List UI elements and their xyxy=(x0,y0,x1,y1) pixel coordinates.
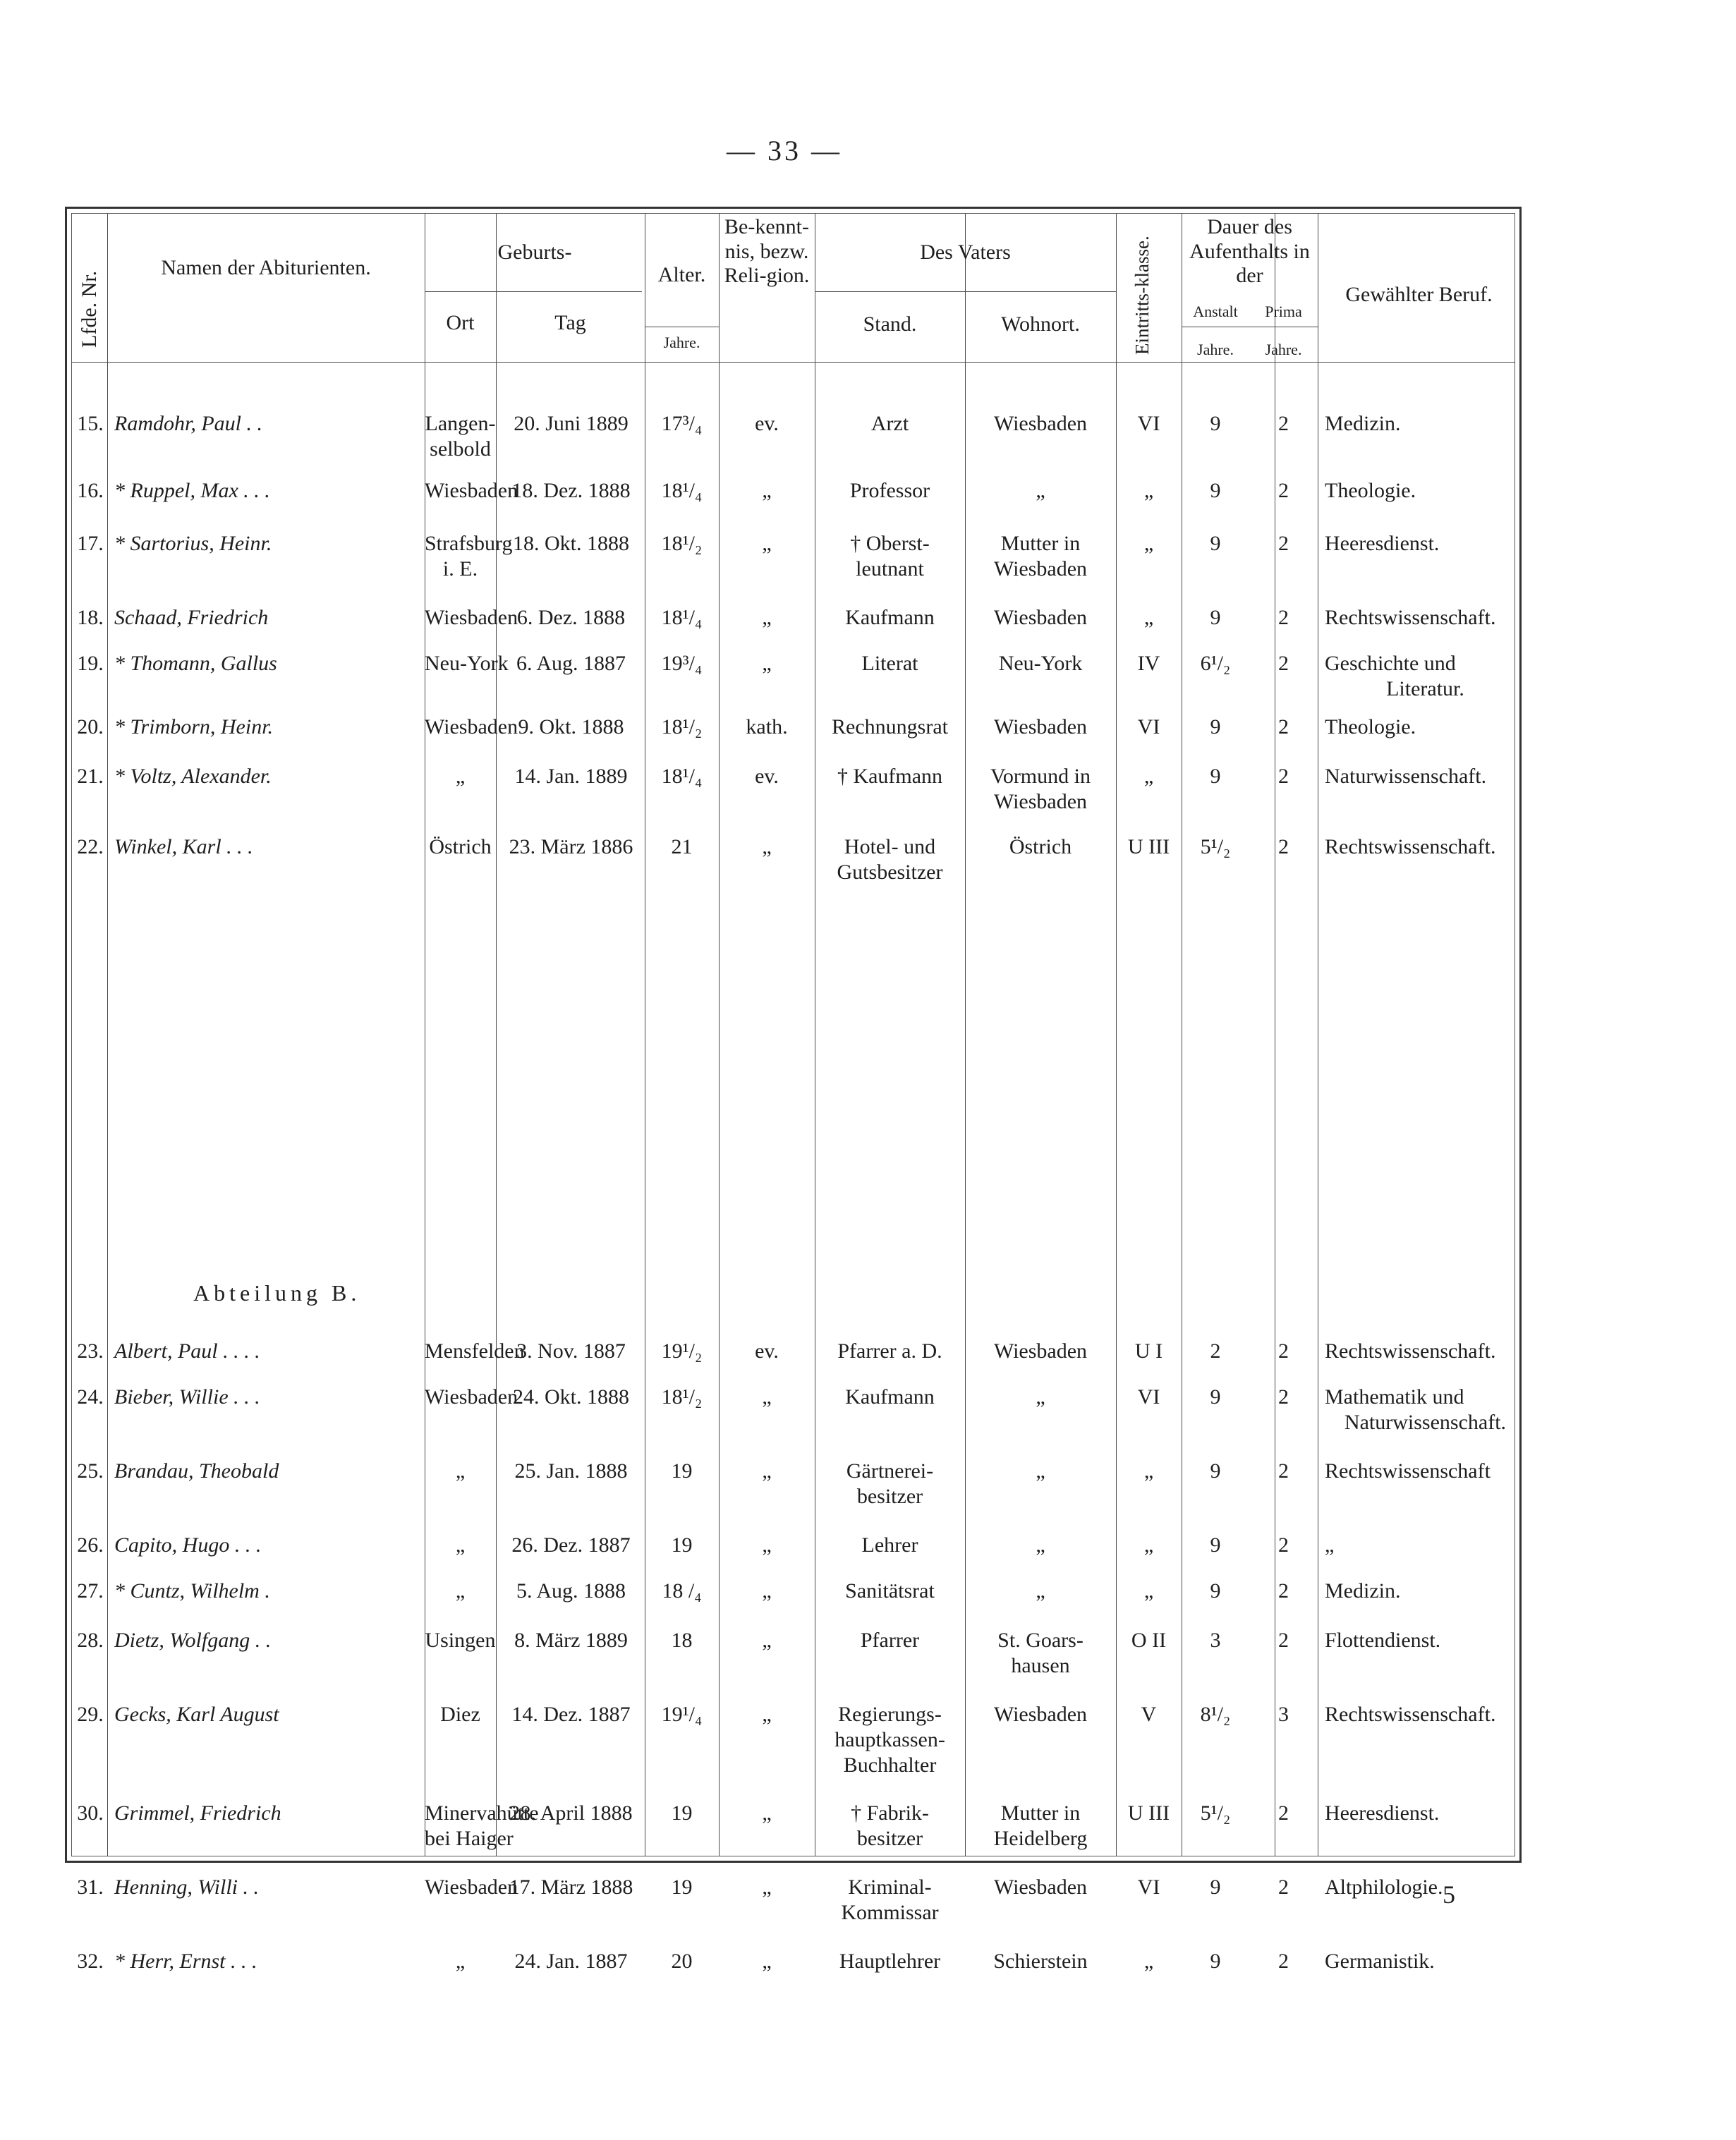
cell-ort: Diez xyxy=(440,1703,480,1726)
cell-name: Henning, Willi . . xyxy=(114,1875,259,1899)
cell-kl: „ xyxy=(1143,1950,1154,1973)
header-wohnort: Wohnort. xyxy=(1001,312,1080,336)
cell-nr: 32. xyxy=(77,1950,104,1973)
cell-rel: „ xyxy=(762,652,772,675)
header-jahre-anstalt: Jahre. xyxy=(1197,341,1234,358)
cell-tag: 25. Jan. 1888 xyxy=(514,1459,628,1483)
cell-wohnort: „ xyxy=(1036,479,1045,502)
cell-alter: 19¹/₄ xyxy=(661,1703,703,1726)
cell-stand: Kaufmann xyxy=(845,1385,935,1409)
cell-beruf: „ xyxy=(1325,1533,1335,1557)
col-rule xyxy=(719,214,720,1856)
cell-prima: 2 xyxy=(1278,1385,1289,1409)
cell-anst: 5¹/₂ xyxy=(1200,835,1231,858)
cell-alter: 18¹/₂ xyxy=(661,532,703,555)
cell-prima: 2 xyxy=(1278,412,1289,435)
cell-tag: 24. Okt. 1888 xyxy=(513,1385,629,1409)
page-number: — 33 — xyxy=(727,135,842,166)
cell-kl: VI xyxy=(1137,1875,1160,1899)
cell-alter: 18¹/₄ xyxy=(661,765,703,788)
cell-tag: 9. Okt. 1888 xyxy=(518,715,624,738)
header-stand: Stand. xyxy=(863,312,917,336)
cell-wohnort: Schierstein xyxy=(993,1950,1088,1973)
cell-anst: 9 xyxy=(1210,715,1221,738)
cell-ort: Minervahütte xyxy=(425,1801,539,1825)
cell-wohnort: Wiesbaden xyxy=(993,606,1088,629)
cell-prima: 2 xyxy=(1278,532,1289,555)
cell-rel: „ xyxy=(762,1579,772,1603)
cell-kl: U III xyxy=(1127,1801,1170,1825)
cell-tag: 8. März 1889 xyxy=(514,1629,628,1652)
cell-stand: Lehrer xyxy=(861,1533,918,1557)
cell-name: Albert, Paul . . . . xyxy=(114,1339,260,1363)
cell-anst: 8¹/₂ xyxy=(1200,1703,1231,1726)
header-lfde-nr: Lfde. Nr. xyxy=(78,270,101,348)
cell-beruf: Rechtswissenschaft. xyxy=(1325,606,1496,629)
cell-beruf: Medizin. xyxy=(1325,1579,1401,1603)
cell-prima: 2 xyxy=(1278,1339,1289,1363)
cell-kl: V xyxy=(1141,1703,1157,1726)
cell-kl: „ xyxy=(1143,1533,1154,1557)
cell-beruf: Heeresdienst. xyxy=(1325,532,1440,555)
cell-alter: 18¹/₂ xyxy=(661,715,703,738)
cell-ort: Wiesbaden xyxy=(425,1875,518,1899)
cell-tag: 28. April 1888 xyxy=(509,1801,633,1825)
cell-name: Grimmel, Friedrich xyxy=(114,1801,281,1825)
cell-tag: 3. Nov. 1887 xyxy=(516,1339,626,1363)
cell-stand: † Kaufmann xyxy=(837,765,943,788)
cell-alter: 19 xyxy=(671,1533,693,1557)
cell-wohnort: „ xyxy=(1036,1533,1045,1557)
header-geburts: Geburts- xyxy=(497,241,572,264)
cell-tag: 26. Dez. 1887 xyxy=(511,1533,631,1557)
cell-wohnort: Östrich xyxy=(1009,835,1072,858)
cell-stand: Hauptlehrer xyxy=(839,1950,941,1973)
cell-beruf: Germanistik. xyxy=(1325,1950,1435,1973)
cell-stand2: Gutsbesitzer xyxy=(837,861,943,884)
cell-wohnort2: Wiesbaden xyxy=(993,790,1088,813)
header-des-vaters: Des Vaters xyxy=(920,241,1011,264)
header-namen: Namen der Abiturienten. xyxy=(161,256,371,279)
cell-anst: 3 xyxy=(1210,1629,1221,1652)
footer-page-number: 5 xyxy=(1443,1880,1455,1909)
cell-rel: „ xyxy=(762,1533,772,1557)
col-rule xyxy=(965,214,966,1856)
cell-ort: „ xyxy=(455,1950,466,1973)
cell-rel: „ xyxy=(762,479,772,502)
cell-alter: 21 xyxy=(671,835,693,858)
header-jahre: Jahre. xyxy=(663,334,700,351)
cell-tag: 20. Juni 1889 xyxy=(514,412,629,435)
cell-wohnort: Neu-York xyxy=(998,652,1083,675)
cell-ort: „ xyxy=(455,765,466,788)
cell-ort: Mensfelden xyxy=(425,1339,525,1363)
header-bekenntnis: Be-kennt-nis, bezw. Reli-gion. xyxy=(724,215,810,287)
cell-wohnort: Mutter in xyxy=(1000,1801,1081,1825)
cell-alter: 18¹/₄ xyxy=(661,606,703,629)
cell-tag: 5. Aug. 1888 xyxy=(516,1579,626,1603)
cell-kl: O II xyxy=(1131,1629,1167,1652)
cell-beruf: Mathematik und xyxy=(1325,1385,1464,1409)
cell-kl: „ xyxy=(1143,606,1154,629)
col-rule xyxy=(1116,214,1117,1856)
cell-ort2: i. E. xyxy=(442,557,478,580)
cell-beruf: Geschichte und xyxy=(1325,652,1456,675)
cell-anst: 9 xyxy=(1210,606,1221,629)
cell-kl: VI xyxy=(1137,1385,1160,1409)
cell-name: * Trimborn, Heinr. xyxy=(114,715,274,738)
cell-kl: „ xyxy=(1143,1579,1154,1603)
cell-anst: 6¹/₂ xyxy=(1200,652,1231,675)
cell-ort2: selbold xyxy=(430,437,491,461)
cell-name: * Thomann, Gallus xyxy=(114,652,277,675)
cell-nr: 18. xyxy=(77,606,104,629)
cell-stand2: besitzer xyxy=(856,1485,923,1508)
cell-anst: 9 xyxy=(1210,532,1221,555)
cell-name: Dietz, Wolfgang . . xyxy=(114,1629,272,1652)
header-tag: Tag xyxy=(554,311,586,334)
cell-name: Brandau, Theobald xyxy=(114,1459,279,1483)
cell-prima: 2 xyxy=(1278,715,1289,738)
cell-alter: 20 xyxy=(671,1950,693,1973)
cell-kl: U I xyxy=(1134,1339,1163,1363)
cell-tag: 14. Dez. 1887 xyxy=(511,1703,631,1726)
cell-nr: 17. xyxy=(77,532,104,555)
cell-rel: „ xyxy=(762,1703,772,1726)
cell-stand: Gärtnerei- xyxy=(846,1459,934,1483)
table-inner-frame xyxy=(71,213,1515,1973)
cell-beruf: Rechtswissenschaft. xyxy=(1325,835,1496,858)
cell-stand: Kriminal- xyxy=(848,1875,932,1899)
cell-nr: 20. xyxy=(77,715,104,738)
cell-prima: 2 xyxy=(1278,1875,1289,1899)
cell-kl: „ xyxy=(1143,765,1154,788)
cell-anst: 5¹/₂ xyxy=(1200,1801,1231,1825)
header-jahre-prima: Jahre. xyxy=(1265,341,1302,358)
cell-ort: Östrich xyxy=(429,835,492,858)
cell-stand: Arzt xyxy=(870,412,909,435)
cell-alter: 19 xyxy=(671,1801,693,1825)
cell-tag: 6. Aug. 1887 xyxy=(516,652,626,675)
cell-nr: 30. xyxy=(77,1801,104,1825)
cell-ort: Strafsburg xyxy=(425,532,513,555)
cell-wohnort2: Wiesbaden xyxy=(993,557,1088,580)
cell-stand: Regierungs- xyxy=(838,1703,942,1726)
cell-beruf: Rechtswissenschaft xyxy=(1325,1459,1491,1483)
cell-wohnort: Wiesbaden xyxy=(993,1703,1088,1726)
header-alter: Alter. xyxy=(657,263,706,286)
cell-alter: 18 /₄ xyxy=(662,1579,702,1603)
cell-tag: 6. Dez. 1888 xyxy=(516,606,626,629)
cell-beruf: Theologie. xyxy=(1325,479,1416,502)
cell-stand: Kaufmann xyxy=(845,606,935,629)
cell-nr: 19. xyxy=(77,652,104,675)
cell-prima: 2 xyxy=(1278,1459,1289,1483)
cell-nr: 25. xyxy=(77,1459,104,1483)
cell-wohnort: „ xyxy=(1036,1385,1045,1409)
cell-alter: 18¹/₂ xyxy=(661,1385,703,1409)
cell-alter: 19 xyxy=(671,1459,693,1483)
section-heading: Abteilung B. xyxy=(193,1280,361,1306)
col-rule xyxy=(496,214,497,1856)
cell-ort: „ xyxy=(455,1533,466,1557)
cell-kl: VI xyxy=(1137,412,1160,435)
cell-stand: † Fabrik- xyxy=(851,1801,929,1825)
cell-stand2: Kommissar xyxy=(841,1901,939,1924)
cell-wohnort: „ xyxy=(1036,1579,1045,1603)
cell-wohnort: St. Goars- xyxy=(997,1629,1084,1652)
cell-tag: 18. Dez. 1888 xyxy=(511,479,631,502)
cell-rel: „ xyxy=(762,835,772,858)
cell-wohnort: Wiesbaden xyxy=(993,412,1088,435)
header-beruf: Gewählter Beruf. xyxy=(1345,283,1493,306)
cell-ort: Usingen xyxy=(425,1629,496,1652)
cell-stand: Professor xyxy=(849,479,930,502)
cell-prima: 2 xyxy=(1278,1950,1289,1973)
cell-ort: Wiesbaden xyxy=(425,606,518,629)
cell-alter: 19 xyxy=(671,1875,693,1899)
cell-wohnort: „ xyxy=(1036,1459,1045,1483)
cell-kl: „ xyxy=(1143,1459,1154,1483)
cell-rel: „ xyxy=(762,1950,772,1973)
cell-anst: 9 xyxy=(1210,479,1221,502)
cell-wohnort: Wiesbaden xyxy=(993,1875,1088,1899)
cell-rel: ev. xyxy=(755,765,779,788)
cell-prima: 2 xyxy=(1278,606,1289,629)
cell-rel: ev. xyxy=(755,1339,779,1363)
cell-alter: 18¹/₄ xyxy=(661,479,703,502)
cell-nr: 27. xyxy=(77,1579,104,1603)
cell-wohnort: Wiesbaden xyxy=(993,1339,1088,1363)
col-rule xyxy=(107,214,108,1856)
cell-nr: 26. xyxy=(77,1533,104,1557)
cell-name: Ramdohr, Paul . . xyxy=(114,412,262,435)
cell-tag: 23. März 1886 xyxy=(509,835,633,858)
cell-prima: 2 xyxy=(1278,652,1289,675)
cell-kl: U III xyxy=(1127,835,1170,858)
cell-stand: Pfarrer xyxy=(860,1629,920,1652)
cell-ort: Neu-York xyxy=(425,652,509,675)
cell-prima: 2 xyxy=(1278,1533,1289,1557)
cell-ort: Wiesbaden xyxy=(425,479,518,502)
cell-wohnort: Mutter in xyxy=(1000,532,1081,555)
vaters-subrule xyxy=(815,291,1116,292)
geburts-subrule xyxy=(425,291,642,292)
cell-name: * Ruppel, Max . . . xyxy=(114,479,270,502)
cell-name: * Voltz, Alexander. xyxy=(114,765,272,788)
cell-nr: 28. xyxy=(77,1629,104,1652)
cell-nr: 15. xyxy=(77,412,104,435)
cell-prima: 2 xyxy=(1278,835,1289,858)
cell-rel: „ xyxy=(762,1629,772,1652)
graduates-table xyxy=(65,207,1522,1973)
cell-anst: 2 xyxy=(1210,1339,1221,1363)
cell-name: Winkel, Karl . . . xyxy=(114,835,253,858)
cell-prima: 2 xyxy=(1278,765,1289,788)
cell-kl: IV xyxy=(1137,652,1160,675)
cell-nr: 24. xyxy=(77,1385,104,1409)
cell-stand2: hauptkassen- xyxy=(834,1728,945,1751)
cell-anst: 9 xyxy=(1210,1950,1221,1973)
cell-ort: Langen- xyxy=(425,412,496,435)
cell-prima: 2 xyxy=(1278,1801,1289,1825)
cell-stand: Sanitätsrat xyxy=(845,1579,935,1603)
cell-kl: „ xyxy=(1143,479,1154,502)
cell-stand2: besitzer xyxy=(856,1827,923,1850)
cell-alter: 17³/₄ xyxy=(661,412,703,435)
cell-anst: 9 xyxy=(1210,1385,1221,1409)
cell-prima: 2 xyxy=(1278,479,1289,502)
cell-name: * Herr, Ernst . . . xyxy=(114,1950,257,1973)
cell-prima: 2 xyxy=(1278,1579,1289,1603)
cell-stand: Pfarrer a. D. xyxy=(837,1339,942,1363)
header-ort: Ort xyxy=(446,311,475,334)
cell-prima: 3 xyxy=(1278,1703,1289,1726)
cell-ort: „ xyxy=(455,1459,466,1483)
header-anstalt: Anstalt xyxy=(1193,303,1238,320)
cell-beruf: Rechtswissenschaft. xyxy=(1325,1703,1496,1726)
cell-rel: „ xyxy=(762,1459,772,1483)
cell-ort2: bei Haiger xyxy=(425,1827,514,1850)
cell-tag: 17. März 1888 xyxy=(509,1875,633,1899)
cell-wohnort: Wiesbaden xyxy=(993,715,1088,738)
cell-rel: ev. xyxy=(755,412,779,435)
cell-anst: 9 xyxy=(1210,1579,1221,1603)
cell-tag: 18. Okt. 1888 xyxy=(513,532,629,555)
cell-kl: „ xyxy=(1143,532,1154,555)
cell-name: Gecks, Karl August xyxy=(114,1703,279,1726)
cell-anst: 9 xyxy=(1210,1875,1221,1899)
cell-beruf: Naturwissenschaft. xyxy=(1325,765,1487,788)
cell-ort: „ xyxy=(455,1579,466,1603)
cell-anst: 9 xyxy=(1210,412,1221,435)
cell-wohnort2: Heidelberg xyxy=(993,1827,1088,1850)
cell-alter: 19¹/₂ xyxy=(661,1339,703,1363)
cell-beruf: Flottendienst. xyxy=(1325,1629,1441,1652)
cell-beruf2: Literatur. xyxy=(1386,677,1464,700)
cell-prima: 2 xyxy=(1278,1629,1289,1652)
header-eintrittsklasse: Eintritts-klasse. xyxy=(1131,236,1153,355)
cell-rel: „ xyxy=(762,532,772,555)
cell-anst: 9 xyxy=(1210,1459,1221,1483)
header-dauer: Dauer des Aufenthalts in der xyxy=(1189,215,1310,287)
cell-kl: VI xyxy=(1137,715,1160,738)
cell-name: Schaad, Friedrich xyxy=(114,606,269,629)
cell-wohnort2: hausen xyxy=(1011,1654,1070,1677)
cell-tag: 14. Jan. 1889 xyxy=(514,765,628,788)
cell-anst: 9 xyxy=(1210,765,1221,788)
cell-anst: 9 xyxy=(1210,1533,1221,1557)
cell-stand3: Buchhalter xyxy=(843,1753,937,1777)
header-bottom-rule xyxy=(72,362,1515,363)
cell-beruf: Medizin. xyxy=(1325,412,1401,435)
cell-nr: 21. xyxy=(77,765,104,788)
cell-rel: „ xyxy=(762,1875,772,1899)
cell-beruf2: Naturwissenschaft. xyxy=(1344,1411,1507,1434)
cell-rel: „ xyxy=(762,1801,772,1825)
cell-name: * Cuntz, Wilhelm . xyxy=(114,1579,270,1603)
cell-nr: 29. xyxy=(77,1703,104,1726)
cell-name: Capito, Hugo . . . xyxy=(114,1533,262,1557)
cell-stand: Rechnungsrat xyxy=(832,715,948,738)
cell-rel: kath. xyxy=(746,715,788,738)
cell-beruf: Heeresdienst. xyxy=(1325,1801,1440,1825)
cell-ort: Wiesbaden xyxy=(425,715,518,738)
cell-rel: „ xyxy=(762,606,772,629)
cell-stand2: leutnant xyxy=(856,557,924,580)
cell-name: * Sartorius, Heinr. xyxy=(114,532,272,555)
cell-ort: Wiesbaden xyxy=(425,1385,518,1409)
cell-nr: 23. xyxy=(77,1339,104,1363)
cell-nr: 22. xyxy=(77,835,104,858)
cell-tag: 24. Jan. 1887 xyxy=(514,1950,628,1973)
cell-wohnort: Vormund in xyxy=(990,765,1091,788)
cell-nr: 31. xyxy=(77,1875,104,1899)
cell-alter: 18 xyxy=(671,1629,693,1652)
cell-beruf: Altphilologie. xyxy=(1325,1875,1443,1899)
cell-stand: Literat xyxy=(861,652,918,675)
cell-stand: Hotel- und xyxy=(844,835,936,858)
cell-rel: „ xyxy=(762,1385,772,1409)
cell-beruf: Theologie. xyxy=(1325,715,1416,738)
cell-nr: 16. xyxy=(77,479,104,502)
cell-stand: † Oberst- xyxy=(850,532,930,555)
cell-alter: 19³/₄ xyxy=(661,652,703,675)
cell-name: Bieber, Willie . . . xyxy=(114,1385,260,1409)
header-prima: Prima xyxy=(1265,303,1302,320)
cell-beruf: Rechtswissenschaft. xyxy=(1325,1339,1496,1363)
